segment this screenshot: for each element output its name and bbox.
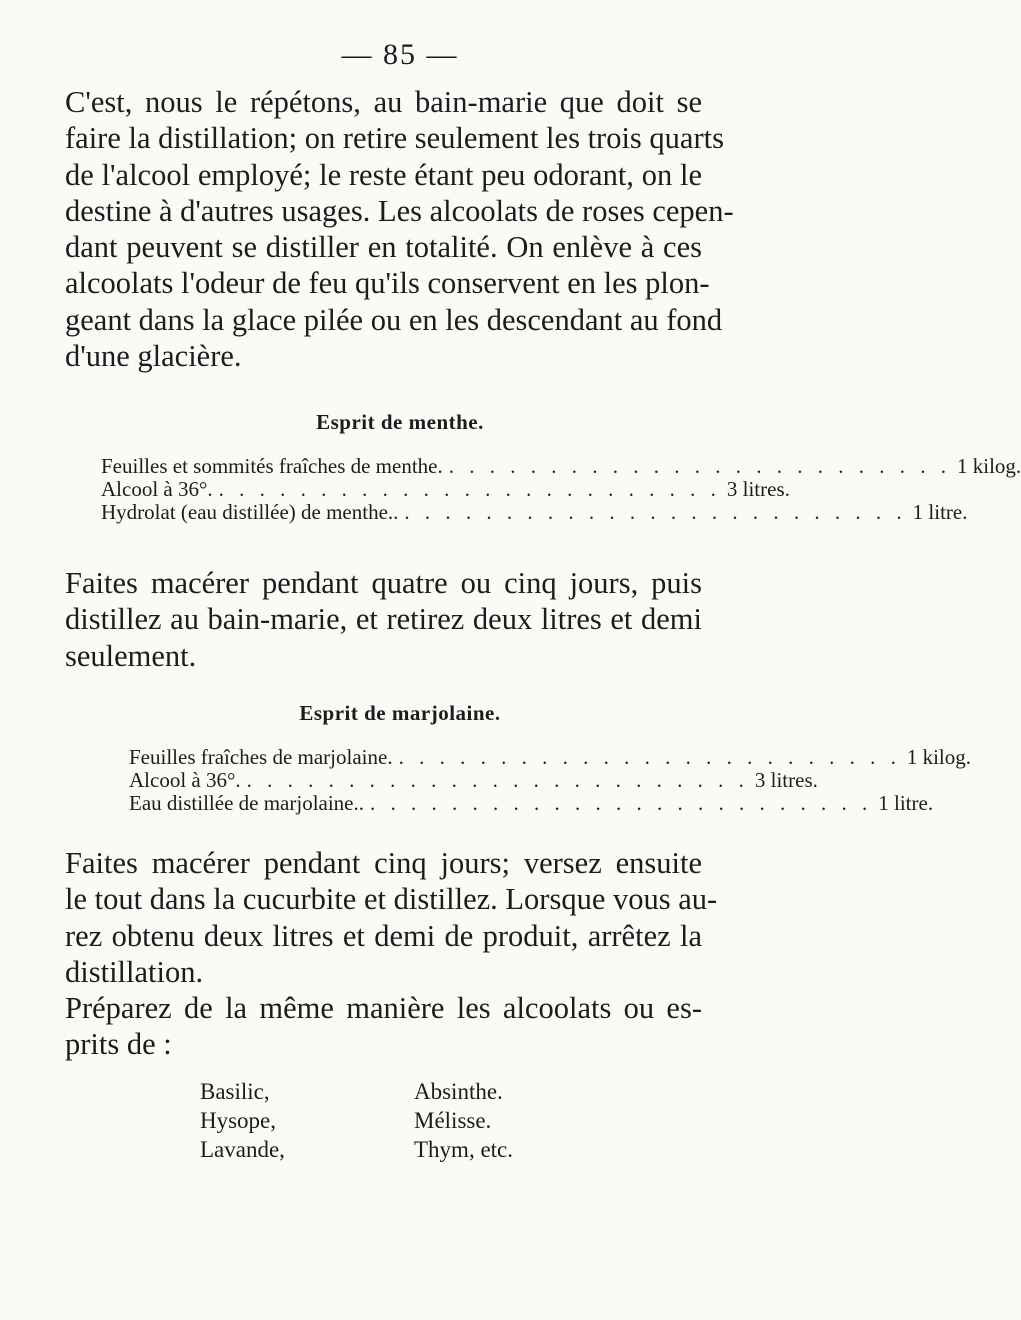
text-line: prits de : <box>65 1027 172 1062</box>
text-line: alcoolats l'odeur de feu qu'ils conservent en les plon- <box>65 266 710 301</box>
paragraph-menthe-method <box>65 565 702 674</box>
plant-list <box>200 1077 560 1164</box>
text-line: Préparez de la même manière les alcoolats ou es- <box>65 991 702 1025</box>
plant-name: Thym, etc. <box>414 1137 513 1162</box>
ingredient-name: Eau distillée de marjolaine.. <box>129 791 364 815</box>
ingredient-name: Alcool à 36°. <box>129 768 241 792</box>
leader-dots: . . . . . . . . . . . . . . . . . . . . . . . . . <box>218 477 721 501</box>
ingredient-qty: 3 litres. <box>754 768 818 792</box>
recipe-heading-menthe: Esprit de menthe. <box>316 410 484 434</box>
text-line: distillez au bain-marie, et retirez deux litres et demi <box>65 602 702 637</box>
text-line: Faites macérer pendant quatre ou cinq jours, puis <box>65 566 702 600</box>
text-line: dant peuvent se distiller en totalité. On enlève à ces <box>65 230 702 265</box>
leader-dots: . . . . . . . . . . . . . . . . . . . . . . . . . <box>370 791 873 815</box>
text-line: geant dans la glace pilée ou en les descendant au fond <box>65 302 723 337</box>
text-line: seulement. <box>65 638 197 673</box>
plant-name: Lavande, <box>200 1137 285 1162</box>
recipe-row <box>129 768 818 792</box>
recipe-heading-marjolaine: Esprit de marjolaine. <box>299 701 501 725</box>
text-line: destine à d'autres usages. Les alcoolats de roses cepen- <box>65 193 734 228</box>
page-number: — 85 — <box>341 38 459 71</box>
plant-name: Hysope, <box>200 1108 277 1133</box>
leader-dots: . . . . . . . . . . . . . . . . . . . . . . . . . <box>448 454 951 478</box>
text-line: C'est, nous le répétons, au bain-marie que doit se <box>65 85 702 119</box>
text-line: d'une glacière. <box>65 339 242 374</box>
leader-dots: . . . . . . . . . . . . . . . . . . . . . . . . . <box>246 768 749 792</box>
text-line: faire la distillation; on retire seulement les trois quarts <box>65 121 724 156</box>
ingredient-qty: 1 litre. <box>878 791 934 815</box>
recipe-list-marjolaine <box>129 745 971 815</box>
text-line: de l'alcool employé; le reste étant peu odorant, on le <box>65 157 702 192</box>
ingredient-qty: 1 kilog. <box>906 745 971 769</box>
text-line: Faites macérer pendant cinq jours; versez ensuite <box>65 846 702 880</box>
recipe-row <box>129 791 934 815</box>
ingredient-name: Feuilles fraîches de marjolaine. <box>129 745 393 769</box>
ingredient-qty: 1 kilog. <box>957 454 1021 478</box>
ingredient-name: Alcool à 36°. <box>101 477 213 501</box>
ingredient-name: Hydrolat (eau distillée) de menthe.. <box>101 500 399 524</box>
paragraph-distillation <box>65 84 734 374</box>
text-line: le tout dans la cucurbite et distillez. Lorsque vous au- <box>65 882 718 917</box>
paragraph-marjolaine-method <box>65 845 718 990</box>
leader-dots: . . . . . . . . . . . . . . . . . . . . . . . . . <box>404 500 907 524</box>
recipe-row <box>101 500 968 524</box>
recipe-row <box>129 745 971 769</box>
ingredient-qty: 3 litres. <box>726 477 790 501</box>
leader-dots: . . . . . . . . . . . . . . . . . . . . . . . . . <box>398 745 901 769</box>
ingredient-qty: 1 litre. <box>912 500 968 524</box>
plant-name: Absinthe. <box>414 1079 503 1104</box>
plant-name: Basilic, <box>200 1079 270 1104</box>
ingredient-name: Feuilles et sommités fraîches de menthe. <box>101 454 443 478</box>
paragraph-other-spirits <box>65 990 702 1063</box>
plant-name: Mélisse. <box>414 1108 492 1133</box>
text-line: distillation. <box>65 954 204 989</box>
text-line: rez obtenu deux litres et demi de produit, arrêtez la <box>65 918 702 953</box>
recipe-list-menthe <box>101 454 1021 524</box>
recipe-row <box>101 454 1021 478</box>
recipe-row <box>101 477 790 501</box>
